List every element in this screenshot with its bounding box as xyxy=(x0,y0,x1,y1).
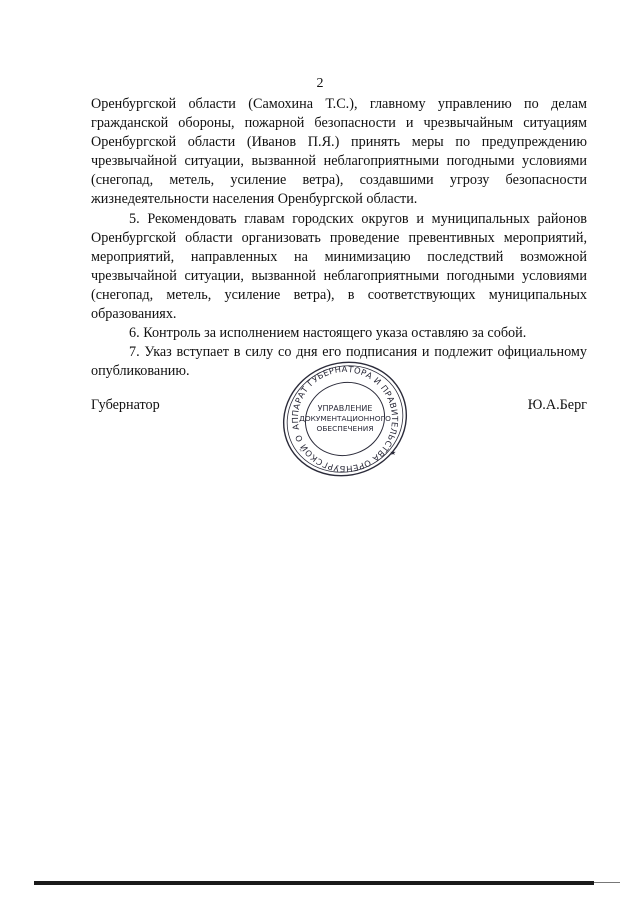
page-number: 2 xyxy=(316,76,324,91)
paragraph-item-7: 7. Указ вступает в силу со дня его подписания и подлежит официальному опубликованию. xyxy=(91,344,587,380)
paragraph-continuation: Оренбургской области (Самохина Т.С.), главному управлению по делам гражданской обороны, пожарной безопасности и чрезвычайным ситуациям Оренбургской области (Иванов П.Я.) принять меры по предупреждению чрезвычайной ситуации, вызванной неблагоприятными погодными условиями (снегопад, метель, усиление ветра), создавшими угрозу безопасности жизнедеятельности населения Оренбургской области. xyxy=(91,96,587,208)
document-body xyxy=(91,95,587,381)
seal-center-line-2: ДОКУМЕНТАЦИОННОГО xyxy=(299,414,391,423)
bottom-scan-edge-tail xyxy=(594,882,620,883)
seal-star: ★ xyxy=(389,449,397,457)
signer-name: Ю.А.Берг xyxy=(527,397,587,413)
seal-ring-text: АППАРАТ ГУБЕРНАТОРА И ПРАВИТЕЛЬСТВА ОРЕНБУРГСКОЙ ОБЛАСТИ xyxy=(289,363,401,475)
signer-title: Губернатор xyxy=(91,397,160,413)
bottom-scan-edge xyxy=(34,881,594,885)
seal-center-line-3: ОБЕСПЕЧЕНИЯ xyxy=(316,424,374,433)
seal-center-line-1: УПРАВЛЕНИЕ xyxy=(317,404,373,413)
paragraph-item-6: 6. Контроль за исполнением настоящего указа оставляю за собой. xyxy=(129,325,527,342)
official-seal xyxy=(275,355,415,483)
paragraph-item-5: 5. Рекомендовать главам городских округов и муниципальных районов Оренбургской области организовать проведение превентивных мероприятий, мероприятий, направленных на минимизацию последствий возможной чрезвычайной ситуации, вызванной неблагоприятными погодными условиями (снегопад, метель, усиление ветра), в соответствующих муниципальных образованиях. xyxy=(91,210,587,323)
